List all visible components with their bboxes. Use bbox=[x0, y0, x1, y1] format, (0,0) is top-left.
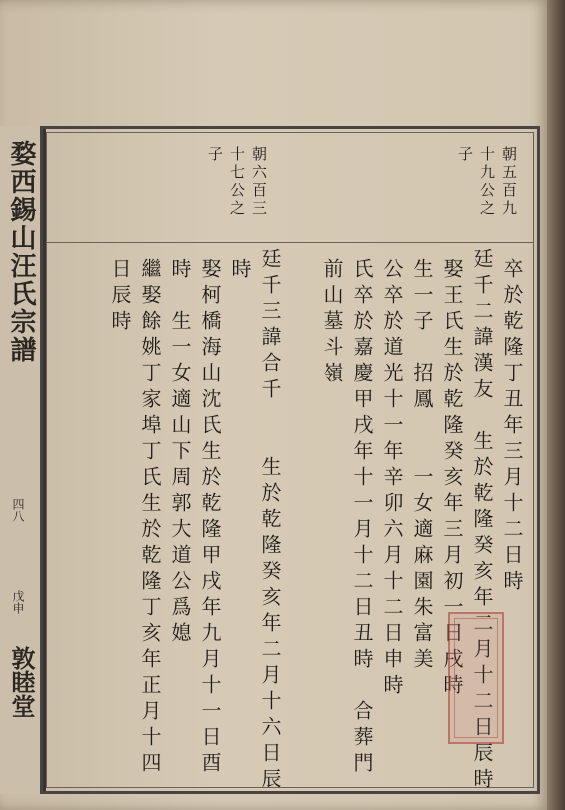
generation-number: 四八 bbox=[11, 498, 25, 522]
gen-label-5: 十七公之 bbox=[228, 146, 246, 218]
book-gutter bbox=[547, 0, 565, 810]
text-column-10: 娶柯橋海山沈氏生於乾隆甲戌年九月十一日酉 bbox=[198, 258, 222, 778]
text-column-6: 氏卒於嘉慶甲戌年十一月十二日丑時 合葬門 bbox=[350, 258, 374, 778]
gen-label-3: 子 bbox=[456, 146, 474, 164]
hall-name: 敦睦堂 bbox=[7, 646, 36, 718]
text-column-1: 卒於乾隆丁丑年三月十二日時 bbox=[500, 258, 524, 596]
text-column-7: 前山墓斗嶺 bbox=[320, 258, 344, 388]
text-column-11: 時 生一女適山下周郭大道公爲媳 bbox=[168, 258, 192, 648]
book-title: 婺西錫山汪氏宗譜 bbox=[6, 140, 36, 364]
text-column-5: 公卒於道光十一年辛卯六月十二日申時 bbox=[380, 258, 404, 700]
text-column-8: 廷千三諱合千 生於乾隆癸亥年二月十六日辰 bbox=[258, 248, 282, 794]
text-column-9: 時 bbox=[228, 258, 252, 284]
gen-label-1: 朝五百九 bbox=[500, 146, 518, 218]
gen-label-2: 十九公之 bbox=[478, 146, 496, 218]
text-column-3: 娶王氏生於乾隆癸亥年三月初一日戌時 bbox=[440, 258, 464, 700]
gen-label-4: 朝六百三 bbox=[250, 146, 268, 218]
header-divider bbox=[46, 242, 534, 243]
text-column-4: 生一子 招鳳 一女適麻園朱富美 bbox=[410, 258, 434, 674]
text-column-2: 廷千二諱漢友 生於乾隆癸亥年二月十二日辰時 bbox=[470, 248, 494, 794]
edition-year: 戊申 bbox=[11, 590, 25, 614]
text-column-13: 日辰時 bbox=[108, 258, 132, 336]
gen-label-6: 子 bbox=[206, 146, 224, 164]
text-column-12: 繼娶餘姚丁家埠丁氏生於乾隆丁亥年正月十四 bbox=[138, 258, 162, 778]
red-seal-stamp bbox=[448, 612, 504, 744]
